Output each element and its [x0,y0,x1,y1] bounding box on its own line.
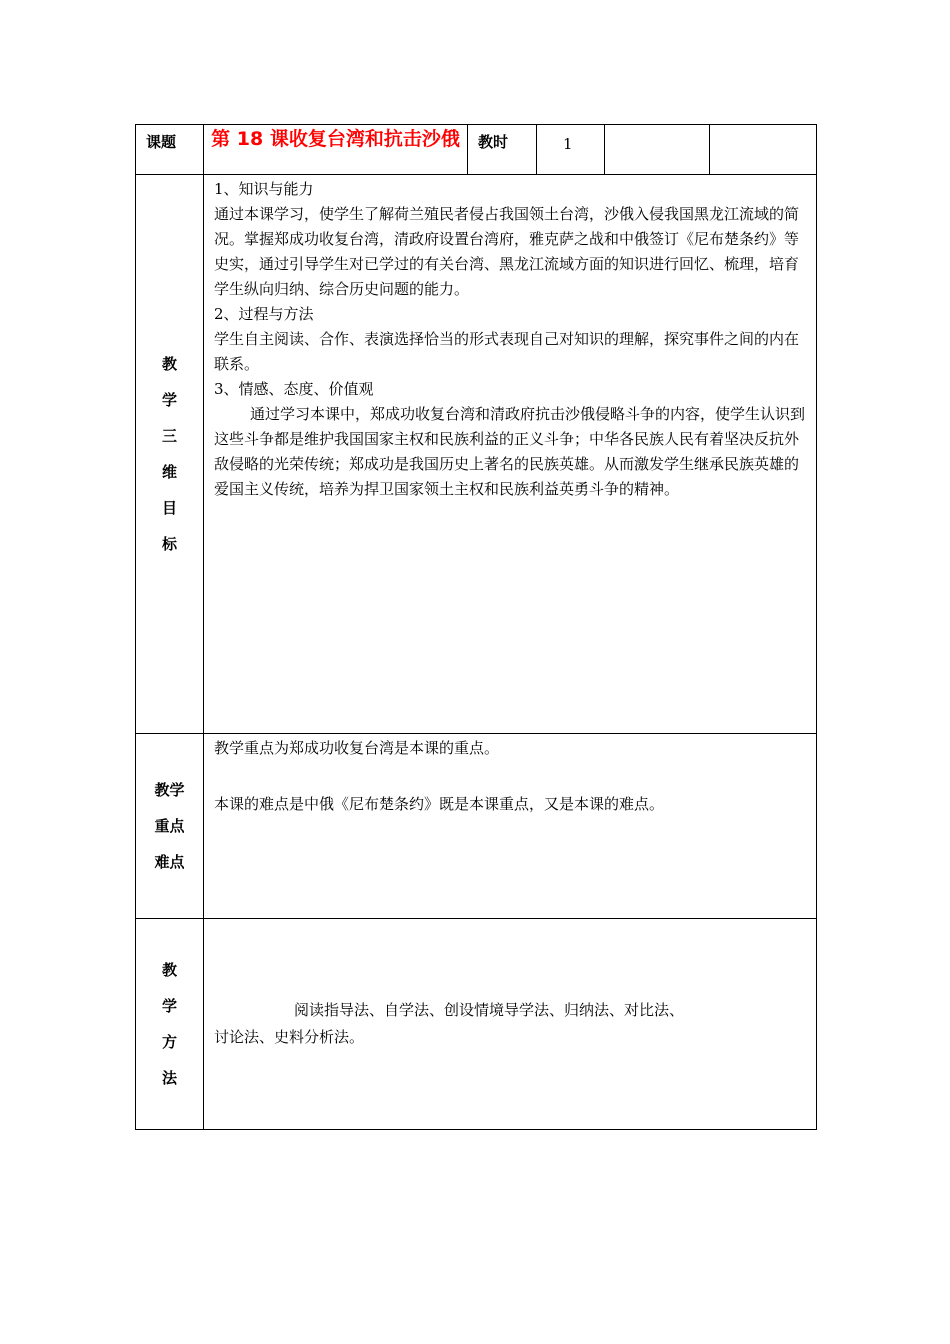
label-char: 标 [161,535,177,553]
label-char: 法 [161,1069,177,1087]
label-char: 方 [161,1033,177,1051]
label-char: 维 [161,463,177,481]
empty-cell [605,125,710,175]
label-char: 三 [161,427,177,445]
key-points-content [204,734,817,919]
objective-text-values: 通过学习本课中，郑成功收复台湾和清政府抗击沙俄侵略斗争的内容，使学生认识到这些斗争都是维护我国国家主权和民族利益的正义斗争；中华各民族人民有着坚决反抗外敌侵略的光荣传统；郑成功是我国历史上著名的民族英雄。从而激发学生继承民族英雄的爱国主义传统，培养为捍卫国家领土主权和民族利益英勇斗争的精神。 [214,405,806,498]
methods-label [136,919,204,1130]
key-points-row [136,734,817,919]
label-char: 目 [161,499,177,517]
hours-value: 1 [537,125,605,175]
lesson-plan-table [135,124,817,1130]
objectives-label [136,175,204,734]
objective-heading-knowledge: 1、知识与能力 [214,180,314,198]
objective-text-knowledge: 通过本课学习，使学生了解荷兰殖民者侵占我国领土台湾，沙俄入侵我国黑龙江流域的简况。掌握郑成功收复台湾，清政府设置台湾府，雅克萨之战和中俄签订《尼布楚条约》等史实，通过引导学生对已学过的有关台湾、黑龙江流域方面的知识进行回忆、梳理，培育学生纵向归纳、综合历史问题的能力。 [214,205,800,298]
label-char: 学 [161,391,177,409]
lesson-title: 第 18 课收复台湾和抗击沙俄 [204,125,468,175]
header-row [136,125,817,175]
key-points-label [136,734,204,919]
objective-text-process: 学生自主阅读、合作、表演选择恰当的形式表现自己对知识的理解，探究事件之间的内在联系。 [214,330,800,373]
label-char: 教 [161,961,177,979]
objective-heading-values: 3、情感、态度、价值观 [214,380,374,398]
objective-heading-process: 2、过程与方法 [214,305,314,323]
label-char: 教 [161,355,177,373]
topic-label: 课题 [136,125,204,175]
label-line: 重点 [154,817,185,835]
objectives-content [204,175,817,734]
empty-cell [710,125,817,175]
teaching-focus: 教学重点为郑成功收复台湾是本课的重点。 [214,739,500,757]
methods-line: 讨论法、史料分析法。 [214,1028,365,1046]
label-line: 难点 [154,853,185,871]
label-char: 学 [161,997,177,1015]
teaching-difficulty: 本课的难点是中俄《尼布楚条约》既是本课重点，又是本课的难点。 [214,795,665,813]
methods-row [136,919,817,1130]
methods-content [204,919,817,1130]
hours-label: 教时 [468,125,537,175]
objectives-row [136,175,817,734]
label-line: 教学 [154,781,185,799]
methods-line: 阅读指导法、自学法、创设情境导学法、归纳法、对比法、 [294,1001,685,1019]
